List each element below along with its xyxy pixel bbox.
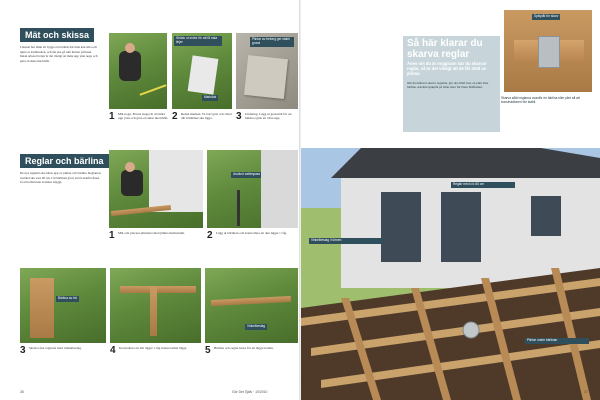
house-wall	[149, 150, 203, 212]
tag-corner-bracket: Vinkelbeslag i hörnen	[309, 238, 383, 244]
section-title-joists: Reglar och bärlina	[20, 154, 109, 168]
wall-section	[261, 150, 298, 228]
photo-measuring	[109, 33, 167, 109]
step-caption-b4: Kontrollera att allt ligger i våg innan trallen läggs.	[119, 346, 188, 350]
step-number-b3: 3	[20, 345, 26, 356]
step-number-b2: 2	[207, 230, 213, 241]
step-caption-1: Mät noga. Första steget är att mäta upp ytan och göra en skiss med mått.	[118, 112, 169, 121]
page-number-left: 36	[20, 390, 24, 394]
person-shape-2	[121, 170, 143, 196]
frame-beam-2	[150, 286, 157, 336]
step-caption-b5: Bärlina och reglar klara för att lägga trallen.	[214, 346, 274, 350]
joist-beam	[111, 205, 171, 216]
tag-plinths: Plintar under bärlinan	[525, 338, 589, 344]
step-number-2: 2	[172, 111, 178, 122]
step-caption-3: Underlag. Lägg ut geotextil för att hindra ogräs att växa upp.	[245, 112, 292, 121]
section-title-measure: Mät och skissa	[20, 28, 94, 42]
page-number-right: 37	[584, 390, 588, 394]
window-1	[381, 192, 421, 262]
tag-beam: Bärlina av trä	[58, 296, 77, 300]
info-lead: Även om du är noggrann när du skarvar reglar, så är det viktigt att de får stöd av plintar.	[407, 61, 487, 76]
photo-frame-done	[205, 268, 298, 343]
photo-bracket	[20, 268, 106, 343]
bracket-icon	[463, 322, 479, 338]
left-page	[0, 0, 299, 400]
nail-plate	[538, 36, 560, 68]
section-intro-joists: De nya reglarna ska bäras upp av plintar och bärlina. Reglarnas avstånd ska vara 60 cm. Låt bärlinan gå ut en bit utanför huset så att trallen kan avslutas snyggt.	[20, 171, 101, 185]
window-3	[531, 196, 561, 236]
tag-string: Sträck ut snöre för att få raka linjer	[174, 36, 222, 46]
photo-house-deck	[301, 148, 600, 400]
person-shape	[119, 51, 141, 81]
window-2	[441, 192, 481, 262]
photo-level	[207, 150, 298, 228]
tape-measure	[140, 84, 167, 95]
tag-bracket: Vinkelbeslag	[247, 324, 266, 328]
step-number-1: 1	[109, 111, 115, 122]
section-intro-measure: Läsaren har tänkt att bygga ett trädäck där man kan sitta och njuta av kvällssolen, och det ska gå runt hörnet på huset. Innan arbetet börjar är det viktigt att mäta upp ytan noga och göra en skiss med mått.	[20, 45, 98, 63]
person-head-2	[125, 162, 135, 172]
roof	[331, 148, 600, 178]
frame-beam-3	[211, 296, 291, 306]
info-title: Så här klarar du skarva reglar	[407, 38, 483, 60]
tag-plinth: Plintar av betong ger stabil grund	[250, 37, 294, 47]
step-caption-b3: Skruva fast reglarna med vinkelbeslag.	[29, 346, 82, 350]
step-number-3: 3	[236, 111, 242, 122]
step-number-b5: 5	[205, 345, 211, 356]
photo-house-corner	[109, 150, 203, 228]
wood-post	[30, 278, 54, 338]
plinth-rod	[237, 190, 240, 226]
step-number-b4: 4	[110, 345, 116, 356]
step-caption-b1: Mät och placera plintarna med jämna mellanrum.	[118, 231, 185, 235]
frame-beam-1	[120, 286, 196, 293]
fabric-sheet	[188, 55, 219, 94]
photo-joint	[504, 10, 592, 92]
tag-level: Använd vattenpass	[233, 172, 261, 176]
info-box	[403, 36, 500, 132]
photo-ground	[172, 33, 232, 109]
tag-nail-plate: Spikplåt för skarv	[534, 14, 559, 18]
concrete-block	[244, 55, 288, 99]
person-head	[125, 43, 135, 53]
photo-plinth	[236, 33, 298, 109]
step-caption-b2: Lägg ut bärlinan och kontrollera att den ligger i våg.	[216, 231, 287, 235]
step-number-b1: 1	[109, 230, 115, 241]
tip-caption: Skarva alltid reglarna ovanför en bärlina eller plint så att konstruktionen blir stabil.	[501, 96, 580, 105]
tag-fabric: Markduk	[204, 95, 217, 99]
tag-joist-spacing: Reglar med c/c 60 cm	[451, 182, 515, 188]
photo-frame	[110, 268, 201, 343]
info-text: Om du behöver skarva reglarna, gör det alltid över en plint eller bärlina. Använd spikplåt på båda sidor för bästa hållfasthet.	[407, 81, 489, 90]
magazine-name: Gör Det Själv · 10/2010	[232, 390, 268, 394]
step-caption-2: Rensa marken. Ta bort gräs och rötter där trädäcket ska ligga.	[181, 112, 233, 121]
